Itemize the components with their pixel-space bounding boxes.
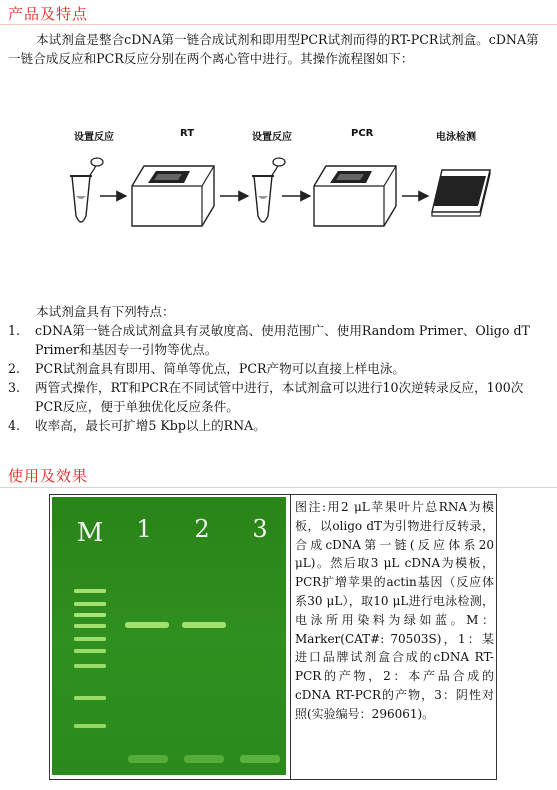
panel-divider <box>290 495 291 779</box>
feature-number: 3. <box>8 380 21 395</box>
primer-smear <box>184 755 224 763</box>
feature-number: 4. <box>8 418 21 433</box>
feature-text: 收率高，最长可扩增5 Kbp以上的RNA。 <box>35 418 266 433</box>
thermal-cycler-icon <box>132 166 214 226</box>
tube-icon <box>70 158 103 222</box>
primer-smear <box>240 755 280 763</box>
features-intro: 本试剂盒具有下列特点： <box>36 304 175 319</box>
feature-text: 两管式操作，RT和PCR在不同试管中进行，本试剂盒可以进行10次逆转录反应，100次PCR反应，便于单独优化反应条件。 <box>35 380 524 414</box>
feature-number: 1. <box>8 323 21 338</box>
feature-item-3 <box>8 378 548 416</box>
lane-label-3: 3 <box>252 515 268 543</box>
workflow-diagram <box>48 118 508 238</box>
step-label-setup-1: 设置反应 <box>74 132 114 143</box>
intro-paragraph: 本试剂盒是整合cDNA第一链合成试剂和即用型PCR试剂而得的RT-PCR试剂盒。cDNA第一链合成反应和PCR反应分别在两个离心管中进行。其操作流程图如下： <box>8 32 539 66</box>
step-label-electrophoresis: 电泳检测 <box>436 132 476 143</box>
feature-item-1 <box>8 321 548 359</box>
lane-label-m: M <box>76 518 104 548</box>
figure-caption: 图注:用2 μL苹果叶片总RNA为模板，以oligo dT为引物进行反转录，合成cDNA第一链(反应体系20 μL)。然后取3 μL cDNA为模板，PCR扩增苹果的actin基因（反应体系30 μL），取10 μL进行电泳检测，电泳所用染料为绿如蓝。M：Marker(CAT#: 70503S)，1：某进口品牌试剂盒合成的cDNA RT-PCR的产物，2：本产品合成的 cDNA RT-PCR的产物，3：阴性对照(实验编号：296061)。 <box>295 500 494 721</box>
feature-number: 2. <box>8 361 21 376</box>
band-lane-2 <box>182 622 226 628</box>
step-label-pcr: PCR <box>351 128 374 139</box>
feature-text: PCR试剂盒具有即用、简单等优点，PCR产物可以直接上样电泳。 <box>35 361 406 376</box>
section-heading-product: 产品及特点 <box>8 5 89 23</box>
section-heading-usage: 使用及效果 <box>8 467 89 485</box>
lane-label-2: 2 <box>194 515 210 543</box>
lane-label-1: 1 <box>136 515 152 543</box>
feature-text: cDNA第一链合成试剂盒具有灵敏度高、使用范围广、使用Random Primer、Oligo dT Primer和基因专一引物等优点。 <box>35 323 530 357</box>
gel-image <box>52 497 286 775</box>
primer-smear <box>128 755 168 763</box>
feature-item-4 <box>8 416 548 435</box>
band-lane-1 <box>125 622 169 628</box>
workflow-graphics <box>48 118 508 238</box>
step-label-rt: RT <box>180 128 195 139</box>
gel-plate-icon <box>432 170 490 216</box>
step-label-setup-2: 设置反应 <box>252 132 292 143</box>
section-divider <box>0 487 557 488</box>
thermal-cycler-icon <box>314 166 396 226</box>
result-panel <box>49 494 497 780</box>
feature-item-2 <box>8 359 548 378</box>
tube-icon <box>252 158 285 222</box>
section-divider <box>0 24 557 25</box>
